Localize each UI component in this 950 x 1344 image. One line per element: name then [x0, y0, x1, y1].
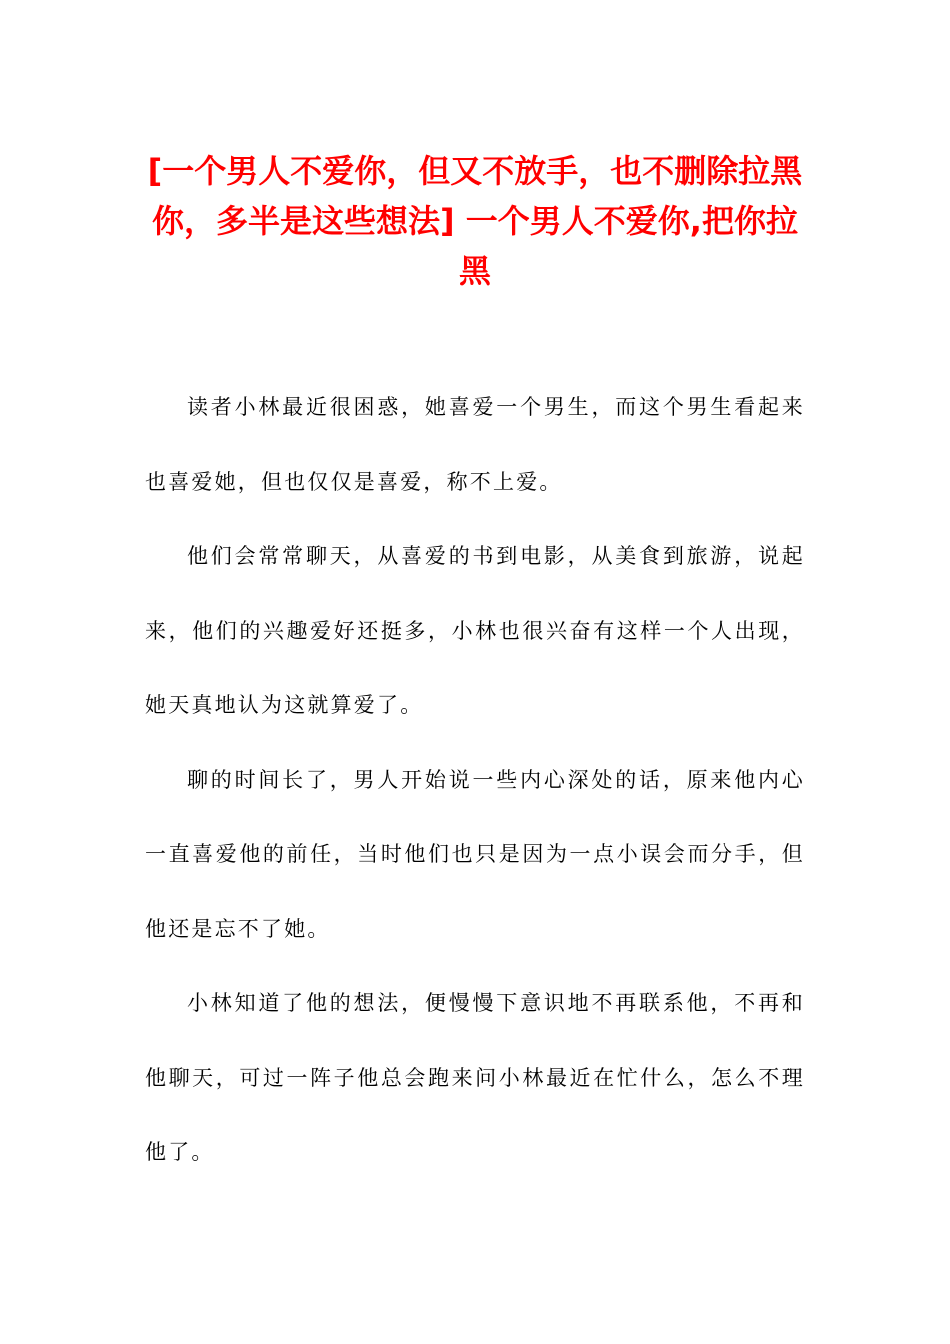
paragraph-2: 他们会常常聊天，从喜爱的书到电影，从美食到旅游，说起来，他们的兴趣爱好还挺多，小林也很兴奋有这样一个人出现，她天真地认为这就算爱了。 [145, 544, 805, 717]
document-body [145, 370, 805, 1190]
paragraph-3: 聊的时间长了，男人开始说一些内心深处的话，原来他内心一直喜爱他的前任，当时他们也只是因为一点小误会而分手，但他还是忘不了她。 [145, 767, 805, 941]
document-title: [一个男人不爱你，但又不放手，也不删除拉黑你，多半是这些想法] 一个男人不爱你,把你拉黑 [147, 152, 803, 290]
paragraph-4: 小林知道了他的想法，便慢慢下意识地不再联系他，不再和他聊天，可过一阵子他总会跑来问小林最近在忙什么，怎么不理他了。 [145, 991, 805, 1164]
paragraph-1: 读者小林最近很困惑，她喜爱一个男生，而这个男生看起来也喜爱她，但也仅仅是喜爱，称不上爱。 [145, 395, 805, 494]
